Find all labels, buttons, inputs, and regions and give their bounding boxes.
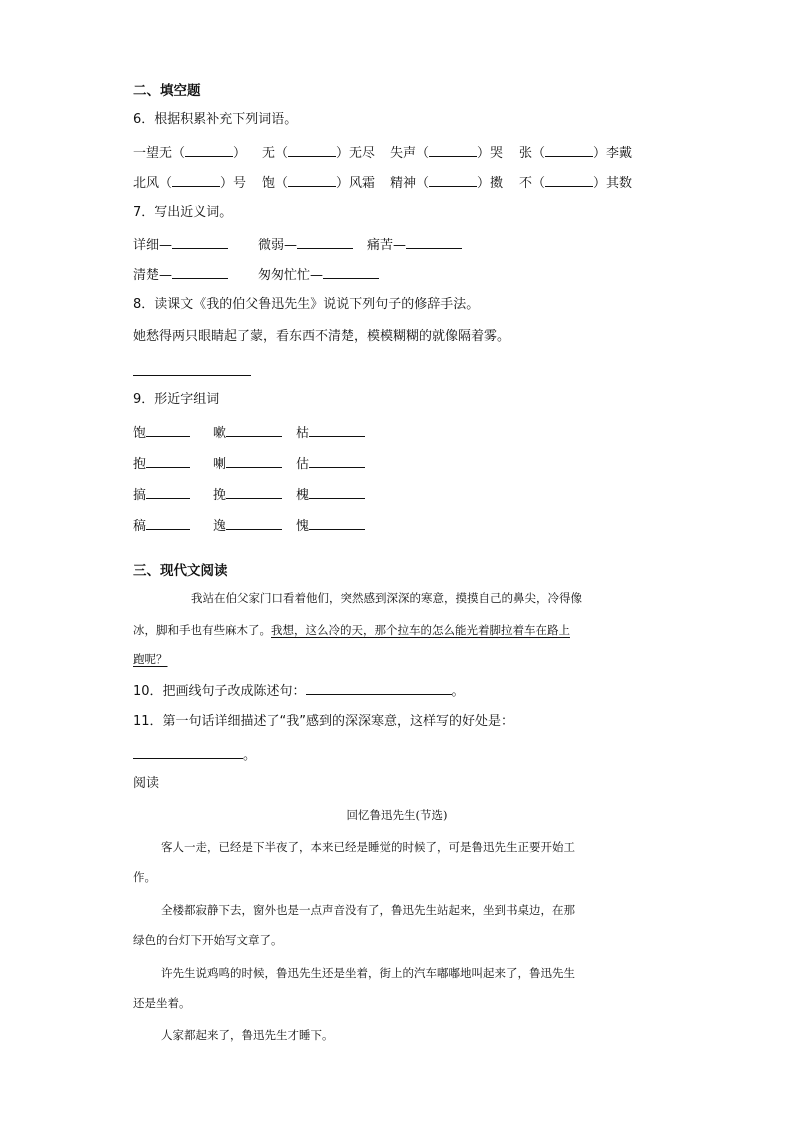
answer-blank[interactable] — [146, 423, 190, 437]
question-11-answer: 。 — [133, 745, 256, 765]
q7-item-1: 详细— — [133, 235, 228, 255]
q7-item-5: 匆匆忙忙— — [258, 265, 379, 285]
underlined-sentence-end: 跑呢？ — [133, 652, 168, 666]
q6-item-1-2: 无（ ）无尽 — [262, 143, 375, 163]
underlined-sentence: 我想，这么冷的天，那个拉车的怎么能光着脚拉着车在路上 — [271, 623, 570, 637]
answer-blank[interactable] — [309, 454, 365, 468]
q6-item-1-4: 张（ ）李戴 — [519, 143, 632, 163]
question-8-prompt: 8．读课文《我的伯父鲁迅先生》说说下列句子的修辞手法。 — [133, 297, 480, 312]
answer-blank[interactable] — [429, 143, 477, 157]
passage1-line2: 冰，脚和手也有些麻木了。我想，这么冷的天，那个拉车的怎么能光着脚拉着车在路上 — [133, 623, 570, 637]
reading-p2-line2: 绿色的台灯下开始写文章了。 — [133, 933, 283, 947]
q6-item-2-3: 精神（ ）擞 — [390, 173, 503, 193]
reading-p1-line2: 作。 — [133, 870, 156, 884]
answer-blank[interactable] — [297, 235, 353, 249]
answer-blank[interactable] — [288, 143, 336, 157]
q9-item-2-2: 喇 — [213, 454, 282, 474]
answer-blank[interactable] — [406, 235, 462, 249]
answer-blank[interactable] — [172, 265, 228, 279]
answer-blank[interactable] — [133, 745, 243, 759]
answer-blank[interactable] — [429, 173, 477, 187]
answer-blank[interactable] — [309, 516, 365, 530]
answer-blank[interactable] — [323, 265, 379, 279]
q6-item-1-3: 失声（ ）哭 — [390, 143, 503, 163]
answer-blank[interactable] — [545, 173, 593, 187]
q9-item-4-2: 逸 — [213, 516, 282, 536]
reading-label: 阅读 — [133, 776, 160, 791]
answer-blank[interactable] — [545, 143, 593, 157]
q9-item-1-1: 饱 — [133, 423, 190, 443]
answer-blank[interactable] — [306, 681, 452, 695]
answer-blank[interactable] — [185, 143, 233, 157]
q9-item-3-2: 挽 — [213, 485, 282, 505]
question-7-prompt: 7．写出近义词。 — [133, 205, 233, 220]
q6-item-2-2: 饱（ ）风霜 — [262, 173, 375, 193]
q9-item-3-1: 搞 — [133, 485, 190, 505]
q6-item-2-1: 北风（ ）号 — [133, 173, 246, 193]
question-10: 10．把画线句子改成陈述句： 。 — [133, 681, 465, 701]
answer-blank[interactable] — [288, 173, 336, 187]
answer-blank[interactable] — [172, 173, 220, 187]
q7-item-3: 痛苦— — [367, 235, 462, 255]
question-8-sentence: 她愁得两只眼睛起了蒙，看东西不清楚，模模糊糊的就像隔着雾。 — [133, 329, 511, 344]
reading-p4-line1: 人家都起来了，鲁迅先生才睡下。 — [161, 1028, 334, 1042]
q7-item-2: 微弱— — [258, 235, 353, 255]
q8-answer-line[interactable] — [133, 375, 251, 376]
answer-blank[interactable] — [226, 516, 282, 530]
passage1-line3 — [133, 650, 168, 668]
reading-title: 回忆鲁迅先生(节选) — [346, 808, 448, 822]
answer-blank[interactable] — [309, 423, 365, 437]
answer-blank[interactable] — [146, 454, 190, 468]
q6-item-1-1: 一望无（ ） — [133, 143, 246, 163]
answer-blank[interactable] — [172, 235, 228, 249]
q9-item-3-3: 槐 — [296, 485, 365, 505]
question-9-prompt: 9．形近字组词 — [133, 392, 220, 407]
q9-item-4-3: 愧 — [296, 516, 365, 536]
q6-item-2-4: 不（ ）其数 — [519, 173, 632, 193]
reading-p1-line1: 客人一走，已经是下半夜了，本来已经是睡觉的时候了，可是鲁迅先生正要开始工 — [161, 840, 575, 854]
passage1-line1: 我站在伯父家门口看着他们，突然感到深深的寒意，摸摸自己的鼻尖，冷得像 — [191, 591, 582, 605]
question-6-prompt: 6．根据积累补充下列词语。 — [133, 112, 298, 127]
answer-blank[interactable] — [226, 485, 282, 499]
answer-blank[interactable] — [146, 516, 190, 530]
answer-blank[interactable] — [309, 485, 365, 499]
reading-p3-line2: 还是坐着。 — [133, 996, 191, 1010]
q9-item-2-3: 估 — [296, 454, 365, 474]
q9-item-1-3: 枯 — [296, 423, 365, 443]
question-11-prompt: 11．第一句话详细描述了“我”感到的深深寒意，这样写的好处是： — [133, 714, 515, 729]
section-title-fill: 二、填空题 — [133, 83, 201, 99]
q9-item-2-1: 抱 — [133, 454, 190, 474]
answer-blank[interactable] — [226, 454, 282, 468]
reading-p3-line1: 许先生说鸡鸣的时候，鲁迅先生还是坐着，街上的汽车嘟嘟地叫起来了，鲁迅先生 — [161, 966, 575, 980]
section-title-reading: 三、现代文阅读 — [133, 563, 228, 579]
answer-blank[interactable] — [226, 423, 282, 437]
q9-item-4-1: 稿 — [133, 516, 190, 536]
reading-p2-line1: 全楼都寂静下去，窗外也是一点声音没有了，鲁迅先生站起来，坐到书桌边，在那 — [161, 903, 575, 917]
q7-item-4: 清楚— — [133, 265, 228, 285]
answer-blank[interactable] — [146, 485, 190, 499]
q9-item-1-2: 嗽 — [213, 423, 282, 443]
